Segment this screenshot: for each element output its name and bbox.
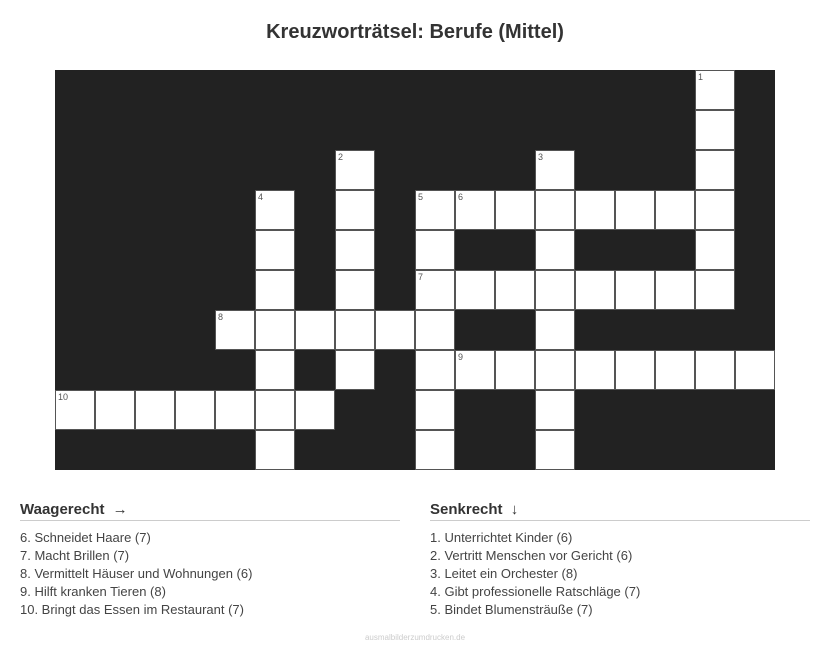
clue-number: 6	[458, 192, 464, 202]
grid-cell[interactable]	[695, 230, 735, 270]
grid-cell[interactable]	[415, 390, 455, 430]
grid-cell[interactable]	[655, 190, 695, 230]
grid-cell[interactable]	[695, 110, 735, 150]
grid-cell[interactable]	[615, 190, 655, 230]
clue-number: 8	[218, 312, 224, 322]
grid-cell[interactable]	[535, 310, 575, 350]
across-clue-list	[20, 529, 400, 619]
grid-cell[interactable]	[255, 390, 295, 430]
grid-cell[interactable]	[335, 270, 375, 310]
clue-number: 4	[258, 192, 264, 202]
clue-down-4: 4. Gibt professionelle Ratschläge (7)	[430, 584, 641, 599]
grid-cell[interactable]	[535, 430, 575, 470]
grid-cell[interactable]	[615, 350, 655, 390]
footer-credit: ausmalbilderzumdrucken.de	[364, 633, 466, 642]
grid-cell[interactable]	[695, 350, 735, 390]
grid-cell[interactable]	[335, 350, 375, 390]
grid-cell[interactable]	[455, 350, 495, 390]
grid-cell[interactable]	[495, 190, 535, 230]
grid-cell[interactable]	[335, 190, 375, 230]
grid-cell[interactable]	[415, 190, 455, 230]
across-heading-label: Waagerecht	[20, 501, 105, 518]
clue-across-7: 7. Macht Brillen (7)	[20, 548, 130, 563]
grid-cell[interactable]	[415, 230, 455, 270]
grid-cell[interactable]	[215, 390, 255, 430]
grid-cell[interactable]	[255, 270, 295, 310]
grid-cell[interactable]	[415, 350, 455, 390]
clue-number: 7	[418, 272, 424, 282]
grid-cell[interactable]	[495, 350, 535, 390]
clue-number: 9	[458, 352, 464, 362]
clue-across-8: 8. Vermittelt Häuser und Wohnungen (6)	[20, 566, 253, 581]
grid-cell[interactable]	[495, 270, 535, 310]
grid-cell[interactable]	[415, 270, 455, 310]
page-title: Kreuzworträtsel: Berufe (Mittel)	[266, 21, 564, 43]
down-heading	[430, 501, 810, 521]
grid-cell[interactable]	[615, 270, 655, 310]
arrow-down-icon: ↓	[510, 501, 519, 518]
grid-cell[interactable]	[255, 230, 295, 270]
grid-cell[interactable]	[255, 430, 295, 470]
grid-cell[interactable]	[535, 150, 575, 190]
clue-number: 1	[698, 72, 704, 82]
arrow-right-icon: →	[112, 501, 128, 518]
grid-cell[interactable]	[575, 270, 615, 310]
grid-cell[interactable]	[415, 310, 455, 350]
grid-cell[interactable]	[255, 190, 295, 230]
grid-cell[interactable]	[535, 190, 575, 230]
clue-down-5: 5. Bindet Blumensträuße (7)	[430, 602, 593, 617]
grid-cell[interactable]	[535, 350, 575, 390]
clue-down-3: 3. Leitet ein Orchester (8)	[430, 566, 578, 581]
clue-across-10: 10. Bringt das Essen im Restaurant (7)	[20, 602, 244, 617]
grid-cell[interactable]	[655, 350, 695, 390]
clue-number: 2	[338, 152, 344, 162]
clue-number: 5	[418, 192, 424, 202]
grid-cell[interactable]	[175, 390, 215, 430]
grid-cell[interactable]	[135, 390, 175, 430]
across-heading	[20, 501, 400, 521]
down-clues	[430, 501, 810, 619]
grid-cell[interactable]	[255, 310, 295, 350]
crossword-grid	[55, 70, 775, 470]
across-clues	[20, 501, 400, 619]
grid-cell[interactable]	[695, 150, 735, 190]
grid-cell[interactable]	[335, 150, 375, 190]
clue-down-2: 2. Vertritt Menschen vor Gericht (6)	[430, 548, 633, 563]
grid-cell[interactable]	[335, 310, 375, 350]
grid-cell[interactable]	[375, 310, 415, 350]
clue-across-6: 6. Schneidet Haare (7)	[20, 530, 151, 545]
grid-cell[interactable]	[535, 390, 575, 430]
grid-cell[interactable]	[455, 190, 495, 230]
grid-cell[interactable]	[575, 350, 615, 390]
grid-cell[interactable]	[215, 310, 255, 350]
clue-number: 3	[538, 152, 544, 162]
grid-cell[interactable]	[255, 350, 295, 390]
grid-cell[interactable]	[455, 270, 495, 310]
down-clue-list	[430, 529, 810, 619]
grid-cell[interactable]	[575, 190, 615, 230]
grid-cell[interactable]	[695, 270, 735, 310]
grid-cell[interactable]	[95, 390, 135, 430]
grid-cell[interactable]	[295, 310, 335, 350]
grid-cell[interactable]	[535, 270, 575, 310]
grid-cell[interactable]	[695, 70, 735, 110]
grid-cell[interactable]	[655, 270, 695, 310]
down-heading-label: Senkrecht	[430, 501, 503, 518]
grid-cell[interactable]	[695, 190, 735, 230]
grid-cell[interactable]	[735, 350, 775, 390]
grid-cell[interactable]	[535, 230, 575, 270]
clue-number: 10	[58, 392, 69, 402]
clue-down-1: 1. Unterrichtet Kinder (6)	[430, 530, 573, 545]
grid-cell[interactable]	[335, 230, 375, 270]
grid-cell[interactable]	[55, 390, 95, 430]
grid-cell[interactable]	[295, 390, 335, 430]
clue-across-9: 9. Hilft kranken Tieren (8)	[20, 584, 166, 599]
grid-cell[interactable]	[415, 430, 455, 470]
